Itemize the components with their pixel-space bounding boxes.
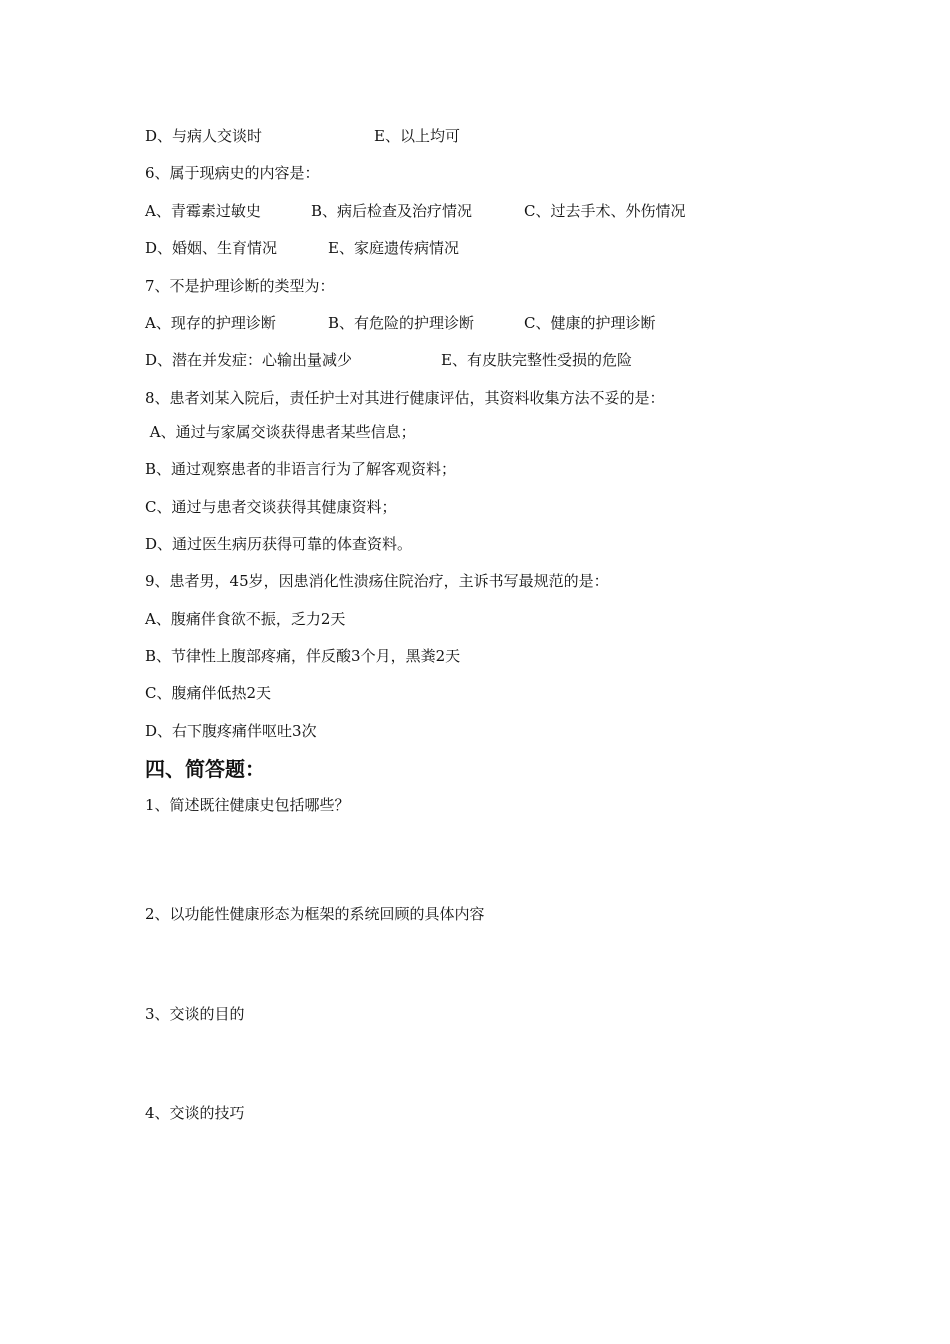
q8-option-c: C、通过与患者交谈获得其健康资料； — [145, 498, 397, 516]
q8-option-a: A、通过与家属交谈获得患者某些信息； — [145, 423, 416, 441]
short-answer-q2: 2、以功能性健康形态为框架的系统回顾的具体内容 — [145, 905, 485, 923]
short-answer-q3: 3、交谈的目的 — [145, 1005, 245, 1023]
q9-option-a: A、腹痛伴食欲不振，乏力2天 — [145, 610, 346, 628]
q9-option-c: C、腹痛伴低热2天 — [145, 684, 272, 702]
q7-stem: 7、不是护理诊断的类型为： — [145, 277, 335, 295]
q6-option-c: C、过去手术、外伤情况 — [524, 202, 686, 220]
q7-option-a: A、现存的护理诊断 — [145, 314, 276, 332]
q6-stem: 6、属于现病史的内容是： — [145, 164, 320, 182]
q8-option-d: D、通过医生病历获得可靠的体查资料。 — [145, 535, 413, 553]
q9-stem: 9、患者男，45岁，因患消化性溃疡住院治疗，主诉书写最规范的是： — [145, 572, 609, 590]
q9-option-b: B、节律性上腹部疼痛，伴反酸3个月，黑粪2天 — [145, 647, 461, 665]
q7-option-e: E、有皮肤完整性受损的危险 — [441, 351, 632, 369]
short-answer-q1: 1、简述既往健康史包括哪些？ — [145, 796, 350, 814]
q6-option-b: B、病后检查及治疗情况 — [311, 202, 473, 220]
q5-option-d: D、与病人交谈时 — [145, 127, 263, 145]
q7-option-d: D、潜在并发症：心输出量减少 — [145, 351, 353, 369]
short-answer-q4: 4、交谈的技巧 — [145, 1104, 245, 1122]
q6-option-e: E、家庭遗传病情况 — [328, 239, 459, 257]
q6-option-a: A、青霉素过敏史 — [145, 202, 261, 220]
q8-stem: 8、患者刘某入院后，责任护士对其进行健康评估，其资料收集方法不妥的是： — [145, 389, 665, 407]
q7-option-c: C、健康的护理诊断 — [524, 314, 656, 332]
q9-option-d: D、右下腹疼痛伴呕吐3次 — [145, 722, 317, 740]
q5-option-e: E、以上均可 — [374, 127, 460, 145]
section-heading-short-answer: 四、简答题： — [145, 757, 265, 781]
q8-option-b: B、通过观察患者的非语言行为了解客观资料； — [145, 460, 457, 478]
q7-option-b: B、有危险的护理诊断 — [328, 314, 475, 332]
q6-option-d: D、婚姻、生育情况 — [145, 239, 278, 257]
